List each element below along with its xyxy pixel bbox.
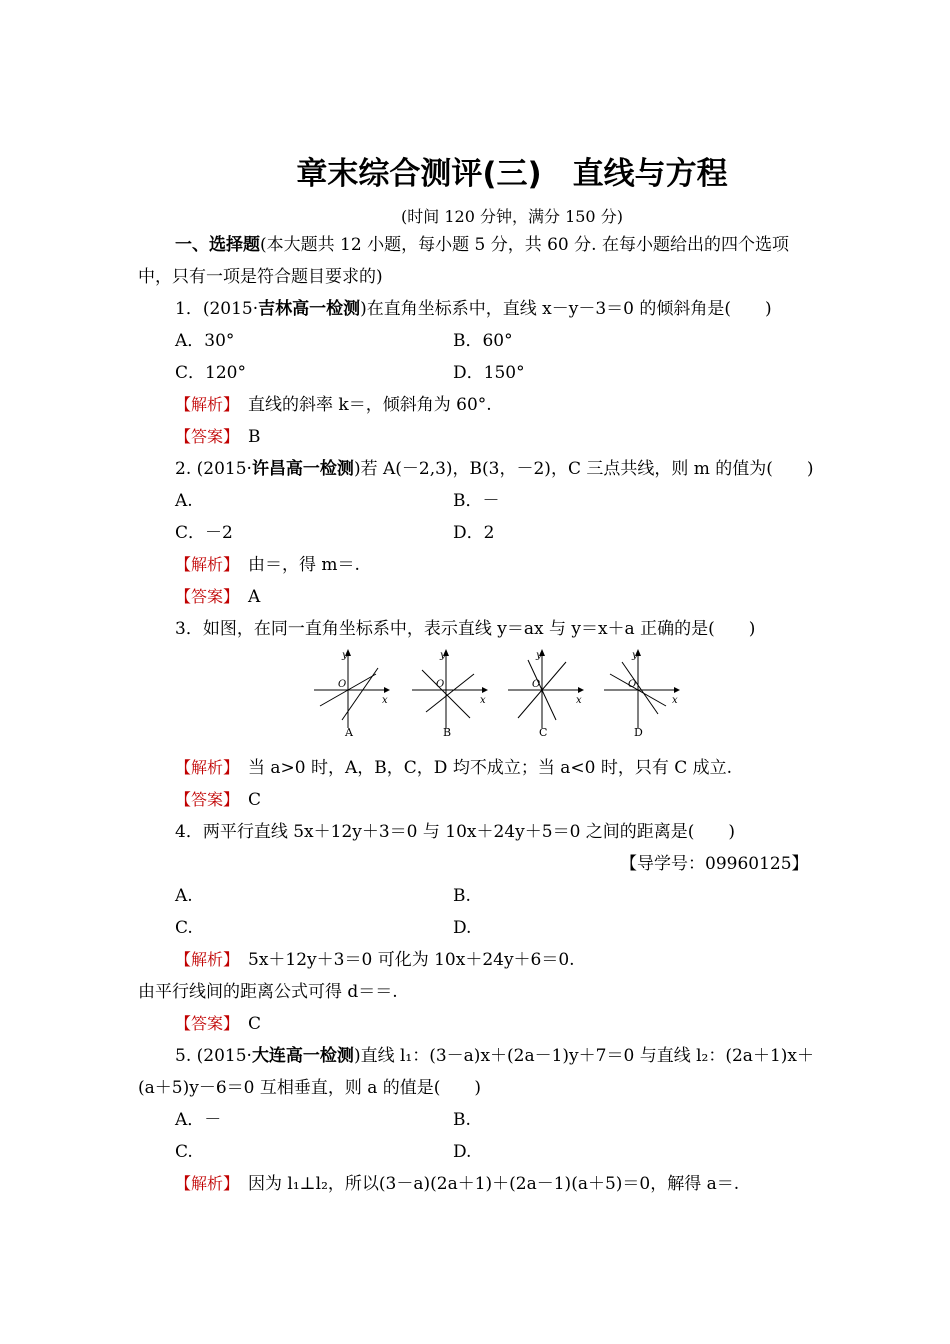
analysis-tag: 【解析】	[175, 555, 232, 574]
fig-label-b: B	[443, 726, 452, 739]
origin-label: O	[628, 679, 637, 690]
q3-stem: 3．如图，在同一直角坐标系中，表示直线 y＝ax 与 y＝x＋a 正确的是( )	[175, 619, 756, 639]
q4-option-b: B.	[453, 886, 471, 906]
answer-tag: 【答案】	[175, 427, 232, 446]
q1-answer-text: B	[248, 427, 261, 447]
q2-answer	[175, 586, 260, 608]
q5-option-d: D.	[453, 1142, 472, 1162]
q5-option-b: B.	[453, 1110, 471, 1130]
q4-analysis	[175, 949, 575, 971]
q3-analysis-text: 当 a>0 时，A，B，C，D 均不成立；当 a<0 时，只有 C 成立.	[248, 758, 733, 778]
q2-source: 许昌高一检测	[251, 459, 354, 479]
axis-x-label: x	[480, 695, 486, 706]
answer-tag: 【答案】	[175, 790, 232, 809]
section-head: 一、选择题	[175, 235, 260, 255]
q1-answer	[175, 426, 261, 448]
q2-stem-a: 2. (2015·	[175, 459, 252, 479]
q1-source: 吉林高一检测	[258, 299, 361, 319]
q4-stem: 4．两平行直线 5x＋12y＋3＝0 与 10x＋24y＋5＝0 之间的距离是( )	[175, 822, 736, 842]
q2-stem	[175, 458, 814, 480]
q4-guide-number: 【导学号：09960125】	[620, 854, 809, 874]
q2-option-d: D．2	[453, 523, 495, 543]
axis-y-label: y	[342, 650, 348, 661]
q3-answer	[175, 789, 261, 811]
analysis-tag: 【解析】	[175, 1174, 232, 1193]
q4-answer-text: C	[248, 1014, 262, 1034]
axis-x-label: x	[382, 695, 388, 706]
q1-option-a: A．30°	[175, 331, 235, 351]
q1-option-b: B．60°	[453, 331, 513, 351]
q2-option-a: A.	[175, 491, 193, 511]
q5-option-a: A．－	[175, 1110, 222, 1130]
q5-stem-a: 5. (2015·	[175, 1046, 252, 1066]
axis-y-label: y	[440, 650, 446, 661]
origin-label: O	[436, 679, 445, 690]
q4-analysis-text: 5x＋12y＋3＝0 可化为 10x＋24y＋6＝0.	[248, 950, 575, 970]
q3-analysis	[175, 757, 732, 779]
fig-label-a: A	[345, 726, 353, 739]
q1-analysis	[175, 394, 492, 416]
section-rest: (本大题共 12 小题，每小题 5 分，共 60 分. 在每小题给出的四个选项	[260, 235, 789, 255]
q5-stem-b: )直线 l₁：(3－a)x＋(2a－1)y＋7＝0 与直线 l₂：(2a＋1)x＋	[353, 1046, 814, 1066]
origin-label: O	[532, 679, 541, 690]
axis-x-label: x	[576, 695, 582, 706]
q4-analysis-2: 由平行线间的距离公式可得 d＝＝.	[138, 982, 398, 1002]
analysis-tag: 【解析】	[175, 950, 232, 969]
section-rest-2: 中，只有一项是符合题目要求的)	[138, 267, 383, 287]
q1-stem-a: 1．(2015·	[175, 299, 259, 319]
q3-answer-text: C	[248, 790, 262, 810]
q1-stem-b: )在直角坐标系中，直线 x－y－3＝0 的倾斜角是( )	[360, 299, 772, 319]
q5-option-c: C.	[175, 1142, 193, 1162]
q2-analysis	[175, 554, 360, 576]
q2-option-b: B．－	[453, 491, 500, 511]
q2-answer-text: A	[248, 587, 261, 607]
answer-tag: 【答案】	[175, 587, 232, 606]
q4-answer	[175, 1013, 261, 1035]
analysis-tag: 【解析】	[175, 758, 232, 777]
q2-stem-b: )若 A(－2,3)，B(3，－2)，C 三点共线，则 m 的值为( )	[353, 459, 814, 479]
axis-y-label: y	[632, 650, 638, 661]
q5-analysis	[175, 1173, 739, 1195]
axis-y-label: y	[536, 650, 542, 661]
q4-option-c: C.	[175, 918, 193, 938]
q4-option-a: A.	[175, 886, 193, 906]
axis-x-label: x	[672, 695, 678, 706]
analysis-tag: 【解析】	[175, 395, 232, 414]
q5-stem-c: (a＋5)y－6＝0 互相垂直，则 a 的值是( )	[138, 1078, 482, 1098]
q5-stem	[175, 1045, 814, 1067]
page-subtitle: (时间 120 分钟，满分 150 分)	[401, 207, 623, 226]
q1-option-c: C．120°	[175, 363, 246, 383]
answer-tag: 【答案】	[175, 1014, 232, 1033]
section-header	[175, 234, 789, 256]
q2-analysis-text: 由＝，得 m＝.	[248, 555, 360, 575]
q5-source: 大连高一检测	[251, 1046, 354, 1066]
q5-analysis-text: 因为 l₁⊥l₂，所以(3－a)(2a＋1)＋(2a－1)(a＋5)＝0，解得 a＝.	[248, 1174, 740, 1194]
fig-label-d: D	[634, 726, 643, 739]
page-title: 章末综合测评(三) 直线与方程	[296, 156, 728, 192]
origin-label: O	[338, 679, 347, 690]
fig-label-c: C	[539, 726, 548, 739]
q1-option-d: D．150°	[453, 363, 525, 383]
q2-option-c: C．－2	[175, 523, 233, 543]
q4-option-d: D.	[453, 918, 472, 938]
q1-stem	[175, 298, 772, 320]
q1-analysis-text: 直线的斜率 k＝，倾斜角为 60°.	[248, 395, 492, 415]
